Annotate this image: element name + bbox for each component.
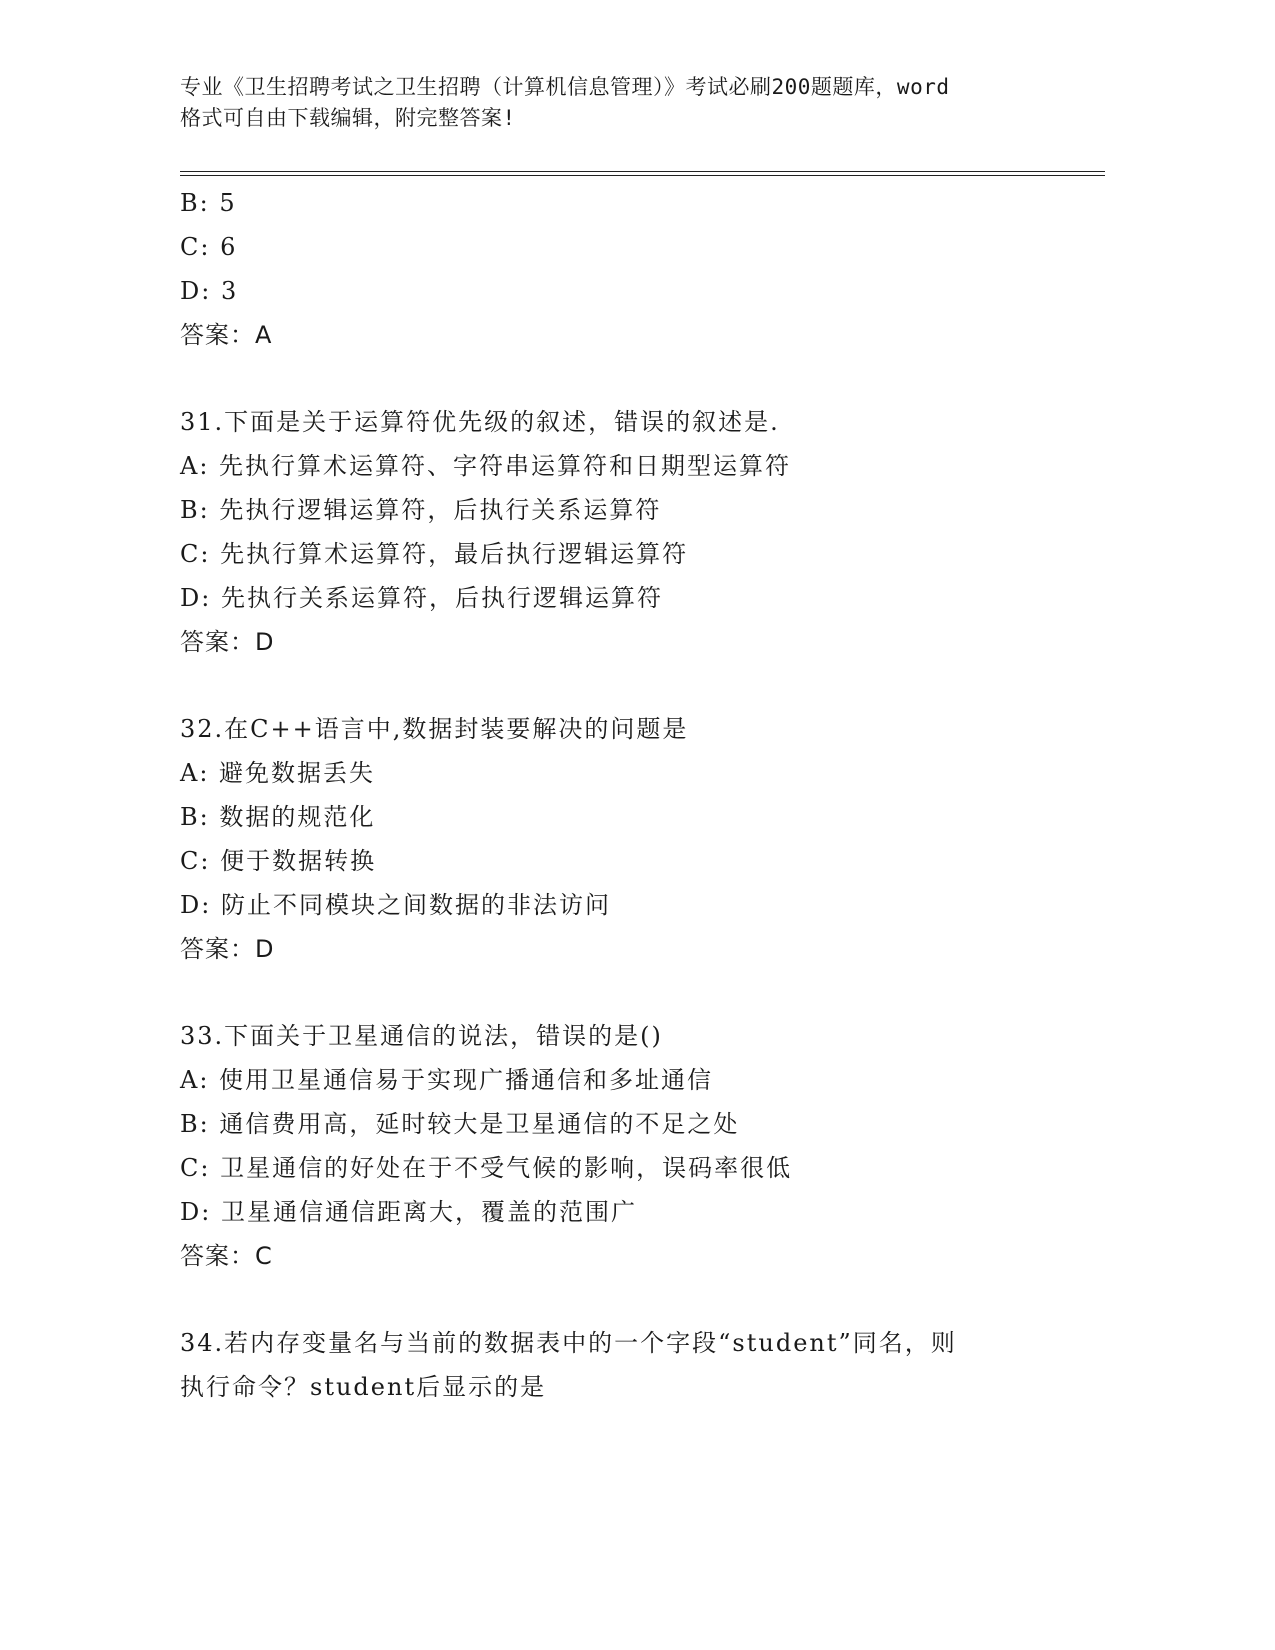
header-line-1: 专业《卫生招聘考试之卫生招聘（计算机信息管理）》考试必刷200题题库，word (180, 75, 950, 99)
answer-line: 答案：C (180, 1242, 273, 1270)
question-block-34 (180, 1323, 1110, 1411)
option-c: C: 便于数据转换 (180, 847, 377, 875)
option-d: D: 防止不同模块之间数据的非法访问 (180, 891, 611, 919)
question-title-line-2: 执行命令？student后显示的是 (180, 1373, 547, 1401)
option-a: A: 先执行算术运算符、字符串运算符和日期型运算符 (180, 452, 792, 480)
question-title: 32.在C++语言中,数据封装要解决的问题是 (180, 715, 689, 743)
question-title-line-1: 34.若内存变量名与当前的数据表中的一个字段“student”同名，则 (180, 1329, 957, 1357)
question-list (180, 183, 1110, 1411)
document-header (180, 72, 1060, 134)
question-title: 33.下面关于卫星通信的说法，错误的是() (180, 1022, 663, 1050)
header-line-2: 格式可自由下载编辑，附完整答案! (180, 106, 516, 130)
answer-line: 答案：D (180, 628, 275, 656)
answer-line: 答案：A (180, 321, 273, 349)
answer-line: 答案：D (180, 935, 275, 963)
question-block-31 (180, 402, 1110, 666)
option-a: A: 使用卫星通信易于实现广播通信和多址通信 (180, 1066, 714, 1094)
question-block-32 (180, 709, 1110, 973)
option-b: B: 通信费用高，延时较大是卫星通信的不足之处 (180, 1110, 740, 1138)
question-block-30-tail (180, 183, 1110, 359)
option-a: A: 避免数据丢失 (180, 759, 376, 787)
option-b: B: 先执行逻辑运算符，后执行关系运算符 (180, 496, 662, 524)
option-b: B: 数据的规范化 (180, 803, 376, 831)
option-d: D: 卫星通信通信距离大，覆盖的范围广 (180, 1198, 637, 1226)
option-c: C: 6 (180, 233, 238, 261)
option-d: D: 3 (180, 277, 239, 305)
header-rule-bottom (180, 175, 1105, 176)
option-c: C: 卫星通信的好处在于不受气候的影响，误码率很低 (180, 1154, 793, 1182)
option-d: D: 先执行关系运算符，后执行逻辑运算符 (180, 584, 663, 612)
question-block-33 (180, 1016, 1110, 1280)
header-rule-top (180, 171, 1105, 172)
option-c: C: 先执行算术运算符，最后执行逻辑运算符 (180, 540, 689, 568)
option-b: B: 5 (180, 189, 237, 217)
question-title: 31.下面是关于运算符优先级的叙述，错误的叙述是. (180, 408, 780, 436)
